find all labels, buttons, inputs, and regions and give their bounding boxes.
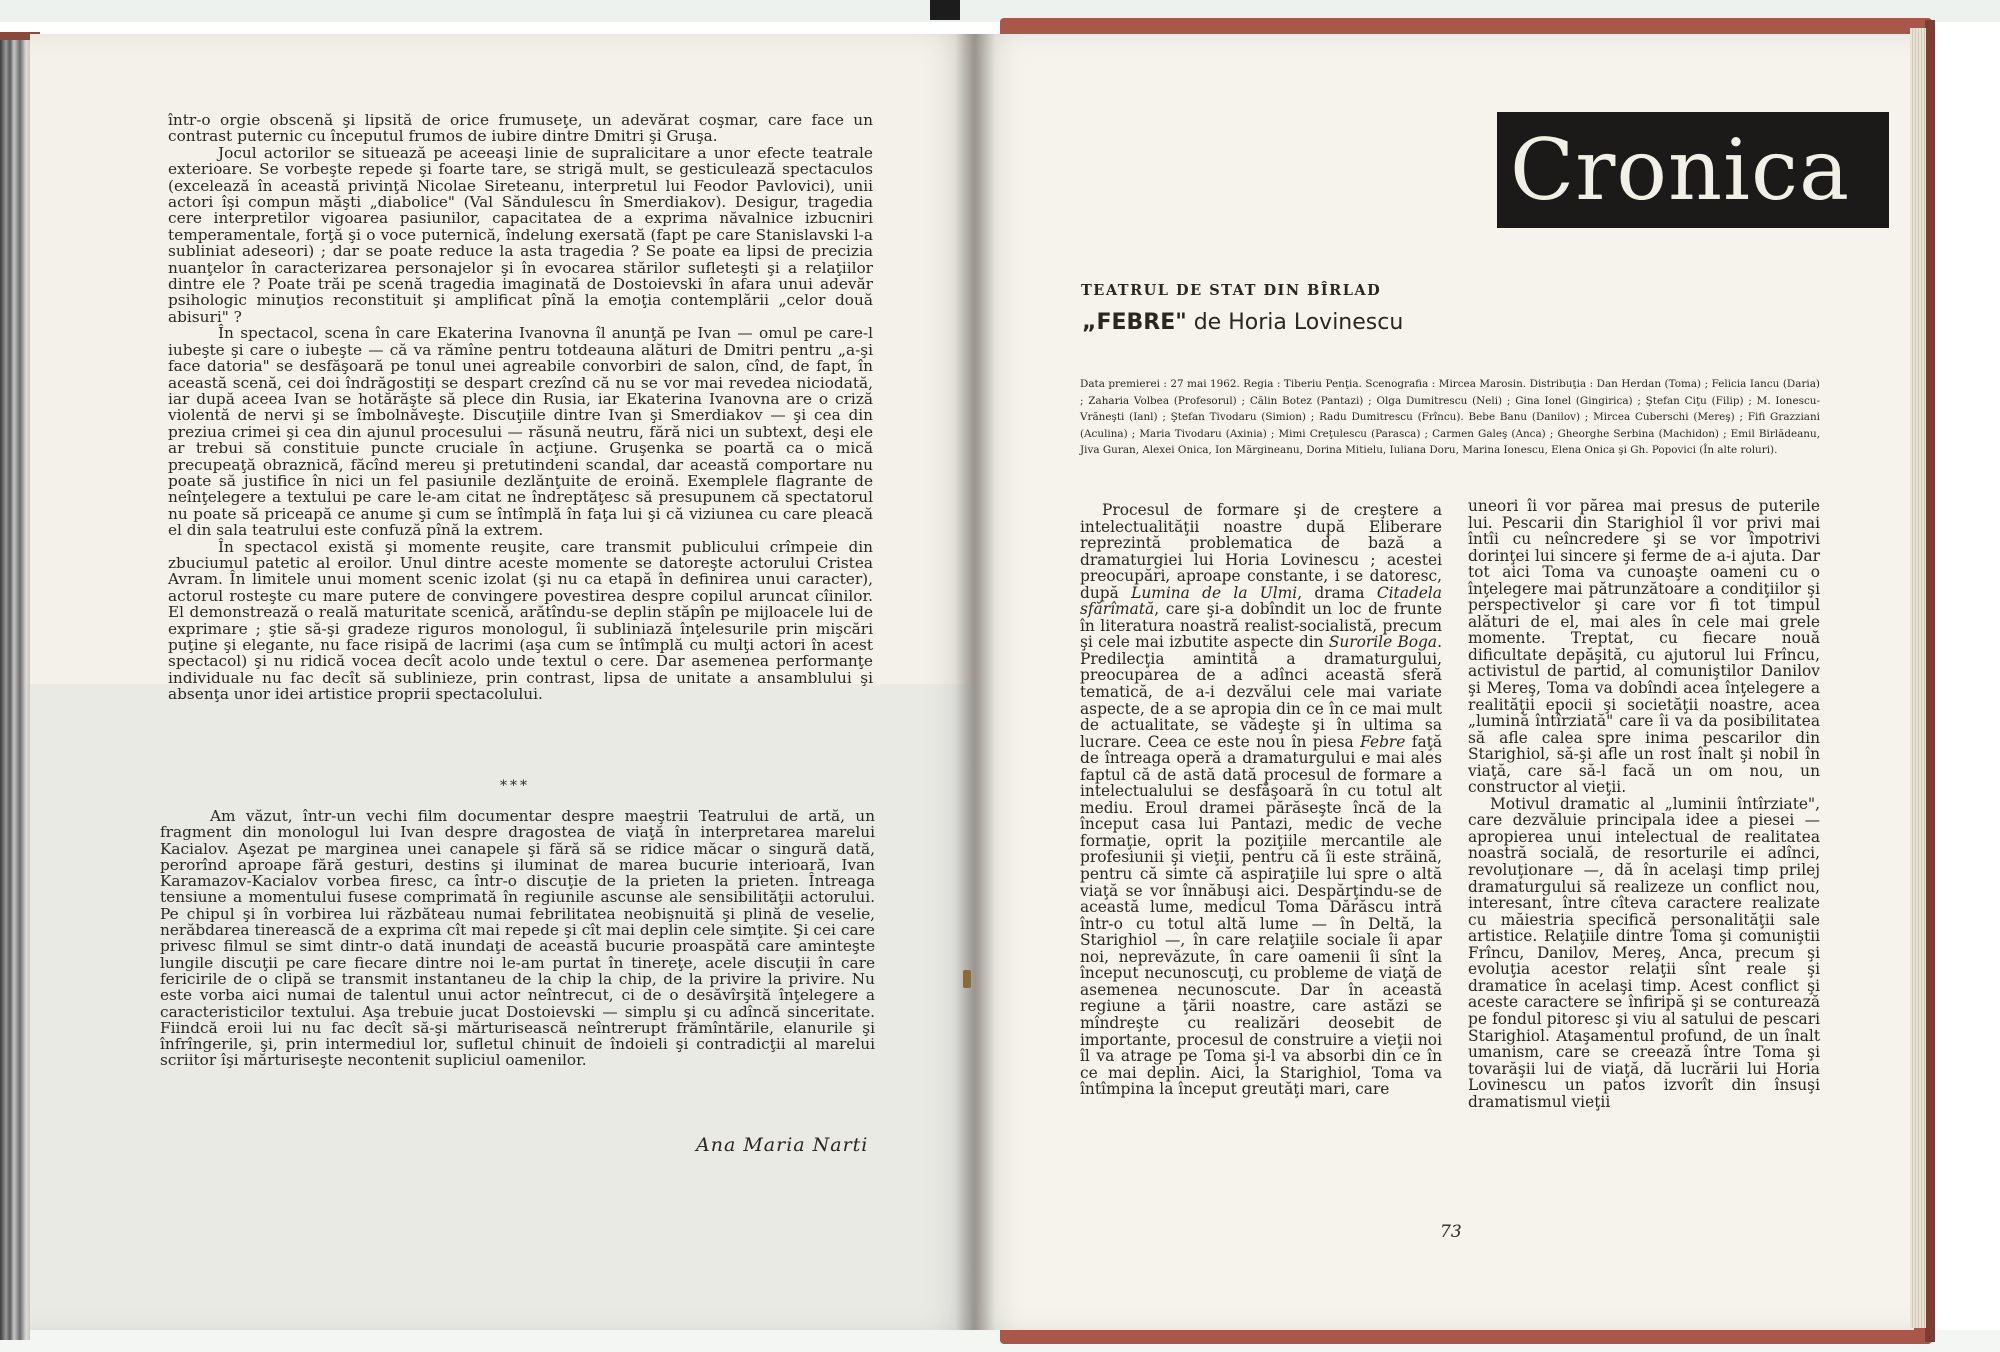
book-spine xyxy=(930,0,960,20)
play-reference: Febre xyxy=(1360,732,1406,751)
article-column-1 xyxy=(1080,502,1442,1098)
page-stack-left xyxy=(0,40,30,1340)
paragraph: Am văzut, într-un vechi film documentar despre maeştrii Teatrului de artă, un fragment din monologul lui Ivan despre dragostea de viaţă în interpretarea marelui Kacialov. Aşezat pe marginea unei canapele şi fără să se ridice măcar o singură dată, perorînd aproape fără gesturi, destins şi iluminat de marea bucurie interioară, Ivan Karamazov-Kacialov vorbea firesc, ca într-o discuţie de la prieten la prieten. Întreaga tensiune a momentului fusese comprimată în regiunile ascunse ale sensibilităţii actorului. Pe chipul şi în vorbirea lui răzbăteau numai febrilitatea neobişnuită şi plină de veselie, nerăbdarea tinerească de a exprima cît mai repede şi cît mai deplin cele simţite. Şi cei care privesc filmul se simt dintr-o dată inundaţi de această bucurie proaspătă care aminteşte lungile discuţii pe care fiecare dintre noi le-am purtat în tinereţe, acele discuţii în care fericirile de o clipă se transmit instantaneu de la chip la chip, de la privire la privire. Nu este vorba aici numai de talentul unui actor neîntrecut, ci de o desăvîrşită înţelegere a caracteristicilor textului. Aşa trebuie jucat Dostoievski — simplu şi cu adîncă sinceritate. Fiindcă eroii lui nu fac decît să-şi mărturisească neîntrerupt frămîntările, elanurile şi înfrîngerile, şi, prin intermediul lor, sufletul chinuit de îndoieli şi contradicţii al marelui scriitor îşi mărturiseşte necontenit supliciul oamenilor. xyxy=(160,807,875,1070)
section-title: Cronica xyxy=(1510,121,1851,219)
section-separator: *** xyxy=(500,778,530,794)
paragraph: În spectacol există şi momente reuşite, care transmit publicului crîmpeie din zbuciumul patetic al eroilor. Unul dintre aceste momente se datoreşte actorului Cristea Avram. În limitele unui moment scenic izolat (şi nu ca etapă în definirea unui caracter), actorul rosteşte cu mare putere de convingere povestirea despre copilul aruncat cîinilor. El demonstrează o reală maturitate scenică, arătîndu-se deplin stăpîn pe mijloacele lui de exprimare ; ştie să-şi gradeze riguros monologul, îi subliniază înţelesurile prin mişcări puţine şi elegante, nu face risipă de lacrimi (aşa cum se întîmplă cu mulţi actori în acest spectacol) şi nu ridică vocea decît acolo unde textul o cere. Dar asemenea performanţe individuale nu fac decît să sublinieze, prin contrast, lipsa de unitate a ansamblului şi absenţa unor idei artistice proprii spectacolului. xyxy=(168,537,873,704)
paragraph: uneori îi vor părea mai presus de puterile lui. Pescarii din Starighiol îl vor privi mai întîi cu neîncredere şi se vor împotrivi dorinţei lui sincere şi ferme de a-i ajuta. Dar tot aici Toma va cunoaşte oameni cu o înţelegere mai pătrunzătoare a condiţiilor şi perspectivelor şi care vor fi tot timpul alături de el, mai ales în cele mai grele momente. Treptat, cu fiecare nouă dificultate depăşită, cu ajutorul lui Frîncu, activistul de partid, al comuniştilor Danilov şi Mereş, Toma va dobîndi acea înţelegere a realităţii epocii şi societăţii noastre, acea „lumină întîrziată" care îi va da posibilitatea să afle calea spre inima pescarilor din Starighiol, să-şi afle un rost înalt şi nobil în viaţă, care să-l facă un om nou, un constructor al vieţii. xyxy=(1468,497,1820,797)
article-column-2 xyxy=(1468,498,1820,1110)
play-reference: Lumina de la Ulmi xyxy=(1131,583,1298,602)
book-cover-edge xyxy=(1925,20,1935,1342)
paragraph: Procesul de formare şi de creştere a intelectualităţii noastre după Eliberare reprezintă problematica de bază a dramaturgiei lui Horia Lovinescu ; acestei preocupări, aproape constante, i se datoresc, după Lumina de la Ulmi, drama Citadela sfărîmată, care şi-a dobîndit un loc de frunte în literatura noastră realist-socialistă, precum şi cele mai izbutite aspecte din Surorile Boga. Predilecţia amintită a dramaturgului, preocuparea de a adînci această sferă tematică, de a-i dezvălui cele mai variate aspecte, de a se apropia din ce în ce mai mult de actualitate, se vădeşte şi în ultima sa lucrare. Ceea ce este nou în piesa Febre faţă de întreaga operă a dramaturgului e mai ales faptul că de astă dată procesul de formare a intelectualului se desfăşoară în cu totul alt mediu. Eroul dramei părăseşte încă de la început casa lui Pantazi, medic de veche formaţie, oprit la poziţiile mercantile ale profesiunii şi vieţii, pentru că îi este străină, pentru că simte că aspiraţiile lui spre o altă viaţă se vor înnăbuşi aici. Despărţindu-se de această lume, medicul Toma Dărăscu intră într-o cu totul altă lume — în Deltă, la Starighiol —, în care relaţiile sociale îi apar noi, neprevăzute, în care oamenii îi sînt la început necunoscuţi, cu probleme de viaţă de asemenea necunoscute. Dar în această regiune a ţării noastre, care astăzi se mîndreşte cu realizări deosebit de importante, procesul de construire a vieţii noi îl va atrage pe Toma şi-l va absorbi din ce în ce mai deplin. Aici, la Starighiol, Toma va întîmpina la început greutăţi mari, care xyxy=(1080,501,1443,1099)
left-text-block xyxy=(168,112,873,703)
play-reference: Surorile Boga xyxy=(1328,633,1438,652)
article-title xyxy=(1082,310,1403,335)
page-number: 73 xyxy=(1440,1222,1462,1242)
binding-thread xyxy=(963,970,971,988)
paragraph: într-o orgie obscenă şi lipsită de orice frumuseţe, un adevărat coşmar, care face un contrast puternic cu începutul frumos de iubire dintre Dmitri şi Gruşa. xyxy=(168,111,873,146)
paragraph: Jocul actorilor se situează pe aceeaşi linie de supralicitare a unor efecte teatrale exterioare. Se vorbeşte repede şi foarte tare, se strigă mult, se gesticulează spectaculos (excelează în această privinţă Nicolae Sireteanu, interpretul lui Feodor Pavlovici), unii actori îşi compun măşti „diabolice" (Val Săndulescu în Smerdiakov). Desigur, tragedia cere interpretilor vigoarea pasiunilor, capacitatea de a exprima năvalnice izbucniri temperamentale, forţă şi o voce puternică, îndelung exersată (fapt pe care Stanislavski l-a subliniat adeseori) ; dar se poate reduce la asta tragedia ? Se poate ea lipsi de precizia nuanţelor în caracterizarea personajelor şi în evocarea stărilor sufleteşti şi a relaţiilor dintre ele ? Poate trăi pe scenă tragedia imaginată de Dostoievski în afara unui adevăr psihologic minuţios reconstituit şi amplificat pînă la emoţia contemplării „celor două abisuri" ? xyxy=(168,143,873,326)
play-author: de Horia Lovinescu xyxy=(1186,310,1404,335)
paragraph: În spectacol, scena în care Ekaterina Ivanovna îl anunţă pe Ivan — omul pe care-l iubeşte şi care o iubeşte — că va rămîne pentru totdeauna alături de Dmitri pentru „a-şi face datoria" se desfăşoară pe tonul unei agreabile convorbiri de salon, cînd, de fapt, în această scenă, cei doi îndrăgostiţi se despart crezînd că nu se vor mai revedea niciodată, iar după aceea Ivan se hotărăşte să plece din Rusia, iar Ekaterina Ivanovna are o criză violentă de nervi şi se îmbolnăveşte. Discuţiile dintre Ivan şi Smerdiakov — şi cea din preziua crimei şi cea din ajunul procesului — răsună neutru, fără nici un subtext, deşi ele ar trebui să constituie puncte cruciale în acţiune. Gruşenka se poartă ca o mică precupeaţă obraznică, făcînd mereu şi pretutindeni scandal, dar această comportare nu poate să justifice în nici un fel pasiunile dezlănţuite de eroină. Exemplele flagrante de neînţelegere a textului pe care le-am citat ne îndreptăţesc să presupunem că spectatorul nu poate să priceapă ce anume şi cum se întîmplă în faţa lui şi că viziunea cu care pleacă el din sala teatrului este confuză pînă la extrem. xyxy=(168,324,873,540)
credits-text: Data premierei : 27 mai 1962. Regia : Tiberiu Penţia. Scenografia : Mircea Marosin. Distribuţia : Dan Herdan (Toma) ; Felicia Iancu (Daria) ; Zaharia Volbea (Profesorul) ; Călin Botez (Pantazi) ; Olga Dumitrescu (Neli) ; Gina Ionel (Gingirica) ; Ştefan Ciţu (Filip) ; M. Ionescu-Vrăneşti (Ianl) ; Ştefan Tivodaru (Simion) ; Radu Dumitrescu (Frîncu). Bebe Banu (Danilov) ; Mircea Cuberschi (Mereş) ; Fifi Grazziani (Aculina) ; Maria Tivodaru (Axinia) ; Mimi Creţulescu (Parasca) ; Carmen Galeş (Anca) ; Gheorghe Serbina (Machidon) ; Emil Birlădeanu, Jiva Guran, Alexei Onica, Ion Mărgineanu, Dorina Mitielu, Iuliana Doru, Marina Ionescu, Elena Onica şi Gh. Popovici (În alte roluri). xyxy=(1080,378,1820,457)
left-text-block-2 xyxy=(160,808,875,1069)
play-reference: Citadela sfărîmată xyxy=(1080,583,1442,619)
play-title: „FEBRE" xyxy=(1082,310,1187,335)
author-signature: Ana Maria Narti xyxy=(696,1134,869,1156)
page-stack-right xyxy=(1910,28,1926,1328)
book-gutter xyxy=(955,34,995,1330)
theatre-name: TEATRUL DE STAT DIN BÎRLAD xyxy=(1081,282,1382,299)
paragraph: Motivul dramatic al „luminii întîrziate", care dezvăluie principala idee a piesei — apropierea unui intelectual de realitatea noastră socială, de resorturile ei adînci, revoluţionare —, dă în acelaşi timp prilej dramaturgului să realizeze un conflict nou, interesant, între cîteva caractere realizate cu măiestria specifică personalităţii sale artistice. Relaţiile dintre Toma şi comuniştii Frîncu, Danilov, Mereş, Anca, precum şi evoluţia acestor relaţii sînt reale şi dramatice în acelaşi timp. Acest conflict şi aceste caractere se înfiripă şi se conturează pe fondul pitoresc şi viu al satului de pescari Starighiol. Ataşamentul profund, de un înalt umanism, care se creează între Toma şi tovarăşii lui de viaţă, dă lucrării lui Horia Lovinescu un patos izvorît din însuşi dramatismul vieţii xyxy=(1468,794,1820,1111)
